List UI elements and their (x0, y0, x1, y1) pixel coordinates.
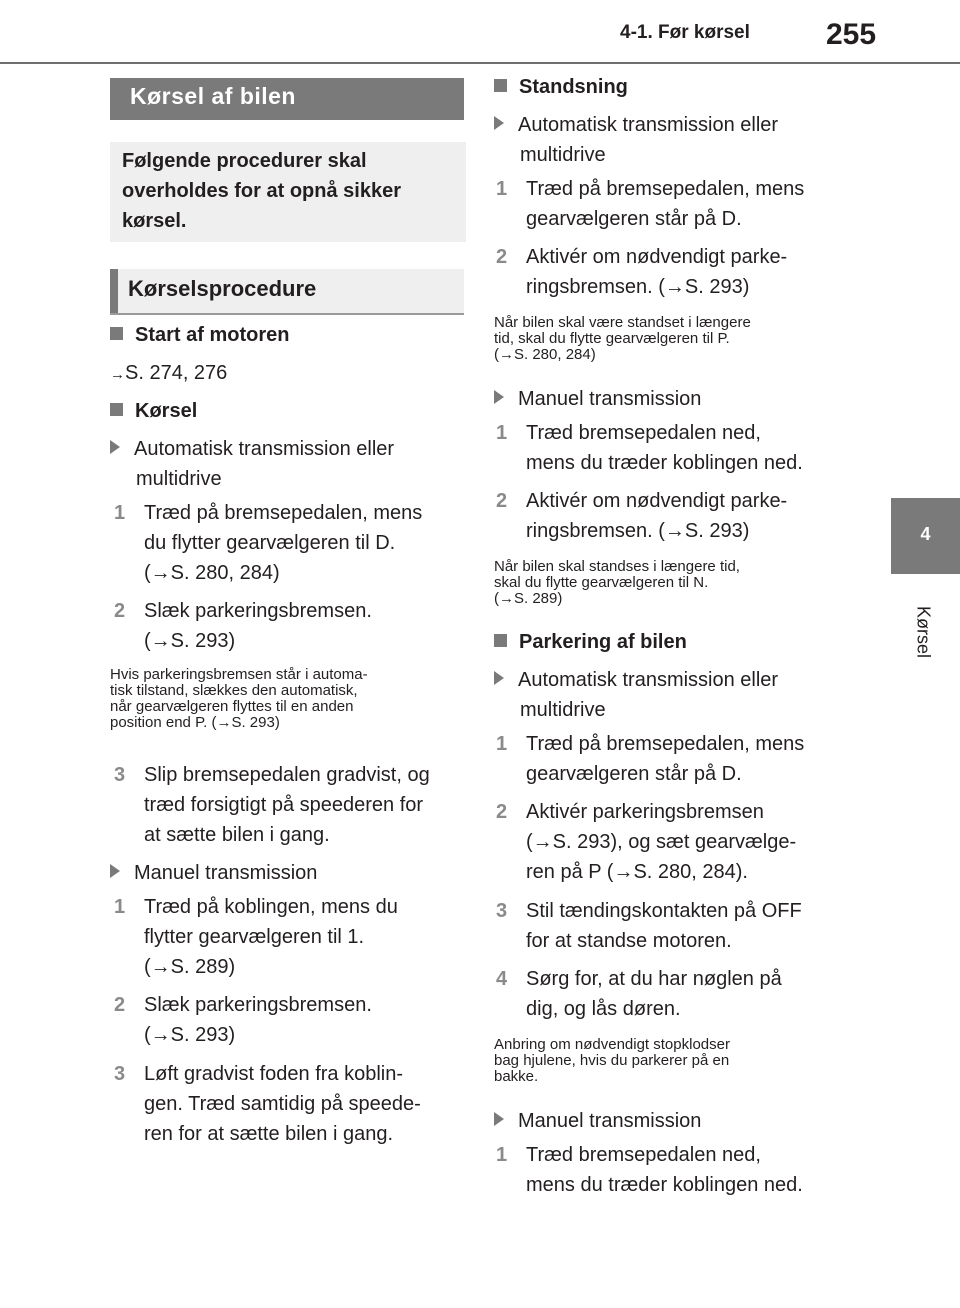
step-number: 1 (496, 1144, 508, 1166)
step-line: dig, og lås døren. (526, 998, 681, 1020)
stop-heading (494, 72, 628, 102)
auto-label (110, 434, 394, 494)
note-line: Når bilen skal være standset i længere (494, 314, 751, 331)
manual-label-text: Manuel transmission (134, 862, 318, 884)
step-line: Aktivér parkeringsbremsen (526, 801, 764, 823)
drive-heading (110, 396, 197, 426)
note-text (494, 1037, 844, 1085)
step-line: Træd på bremsepedalen, mens (526, 178, 805, 200)
note-line: når gearvælgeren flyttes til en anden (110, 698, 354, 715)
step-line: flytter gearvælgeren til 1. (144, 926, 365, 948)
auto-label-line: Automatisk transmission eller (134, 438, 395, 460)
step-line: Træd på bremsepedalen, mens (526, 733, 805, 755)
square-bullet-icon (494, 634, 507, 647)
stop-manual-label-text: Manuel transmission (518, 388, 702, 410)
step-number: 2 (496, 801, 508, 823)
square-bullet-icon (110, 327, 123, 340)
triangle-bullet-icon (494, 671, 504, 685)
step-number: 2 (114, 994, 126, 1016)
chapter-label-text: Kørsel (913, 605, 934, 659)
step-line: mens du træder koblingen ned. (526, 1174, 803, 1196)
start-ref (110, 358, 227, 390)
chapter-label (908, 592, 938, 672)
step-line: at sætte bilen i gang. (144, 824, 330, 846)
arrow-icon: → (110, 366, 125, 383)
intro-text (122, 146, 452, 236)
stop-auto-label-line: Automatisk transmission eller (518, 114, 779, 136)
step-line: Aktivér om nødvendigt parke- (526, 490, 788, 512)
step-number: 2 (496, 246, 508, 268)
step-number: 1 (496, 733, 508, 755)
stop-auto-label (494, 110, 778, 170)
note-line: bag hjulene, hvis du parkerer på en (494, 1052, 730, 1069)
step-line: Træd på bremsepedalen, mens (144, 502, 423, 524)
triangle-bullet-icon (494, 116, 504, 130)
park-heading (494, 627, 687, 657)
triangle-bullet-icon (494, 1112, 504, 1126)
step-line: Stil tændingskontakten på OFF (526, 900, 802, 922)
step-line: (→S. 293), og sæt gearvælge- (526, 831, 797, 853)
square-bullet-icon (494, 79, 507, 92)
note-text (110, 667, 466, 731)
note-line: tisk tilstand, slækkes den automatisk, (110, 682, 358, 699)
step-line: mens du træder koblingen ned. (526, 452, 803, 474)
step-line: ringsbremsen. (→S. 293) (526, 520, 750, 542)
step-line: gen. Træd samtidig på speede- (144, 1093, 421, 1115)
note-line: skal du flytte gearvælgeren til N. (494, 574, 709, 591)
step-line: Slip bremsepedalen gradvist, og (144, 764, 430, 786)
step-line: (→S. 280, 284) (144, 562, 280, 584)
header-rule (0, 62, 960, 64)
subheading-bar (110, 269, 464, 315)
step-line: (→S. 293) (144, 1024, 236, 1046)
step-number: 1 (496, 422, 508, 444)
stop-auto-label-line: multidrive (520, 144, 606, 166)
park-manual-label (494, 1106, 701, 1136)
intro-line: overholdes for at opnå sikker (122, 180, 401, 202)
step-line: Træd på koblingen, mens du (144, 896, 398, 918)
intro-box (110, 142, 466, 242)
step-number: 1 (496, 178, 508, 200)
step-line: (→S. 293) (144, 630, 236, 652)
step-line: du flytter gearvælgeren til D. (144, 532, 396, 554)
step-number: 2 (114, 600, 126, 622)
note-line: (→S. 289) (494, 590, 563, 607)
step-number: 2 (496, 490, 508, 512)
step-line: Slæk parkeringsbremsen. (144, 600, 372, 622)
square-bullet-icon (110, 403, 123, 416)
triangle-bullet-icon (494, 390, 504, 404)
step-line: Slæk parkeringsbremsen. (144, 994, 372, 1016)
start-ref-text: S. 274, 276 (125, 362, 228, 384)
section-heading: Kørsel af bilen (130, 83, 296, 109)
subheading-accent (110, 269, 118, 313)
stop-manual-label (494, 384, 701, 414)
note-text (494, 315, 844, 363)
step-line: ringsbremsen. (→S. 293) (526, 276, 750, 298)
step-number: 1 (114, 896, 126, 918)
note-line: Når bilen skal standses i længere tid, (494, 558, 740, 575)
step-line: træd forsigtigt på speederen for (144, 794, 424, 816)
park-auto-label (494, 665, 778, 725)
step-line: Aktivér om nødvendigt parke- (526, 246, 788, 268)
note-line: tid, skal du flytte gearvælgeren til P. (494, 330, 730, 347)
chapter-number: 4 (920, 524, 931, 544)
step-number: 3 (114, 1063, 126, 1085)
subheading: Kørselsprocedure (128, 276, 317, 301)
page-number: 255 (826, 18, 877, 51)
park-auto-label-line: Automatisk transmission eller (518, 669, 779, 691)
step-line: Træd bremsepedalen ned, (526, 422, 761, 444)
note-text (494, 559, 844, 607)
page-header (0, 0, 960, 64)
note-line: bakke. (494, 1068, 539, 1085)
step-line: Løft gradvist foden fra koblin- (144, 1063, 404, 1085)
step-number: 4 (496, 968, 508, 990)
note-line: position end P. (→S. 293) (110, 714, 280, 731)
step-line: ren for at sætte bilen i gang. (144, 1123, 394, 1145)
note-line: Hvis parkeringsbremsen står i automa- (110, 666, 368, 683)
park-heading-text: Parkering af bilen (519, 631, 687, 653)
step-number: 1 (114, 502, 126, 524)
auto-label-line: multidrive (136, 468, 222, 490)
triangle-bullet-icon (110, 440, 120, 454)
start-heading (110, 320, 289, 350)
intro-line: Følgende procedurer skal (122, 150, 367, 172)
step-number: 3 (114, 764, 126, 786)
stop-heading-text: Standsning (519, 76, 628, 98)
step-line: Træd bremsepedalen ned, (526, 1144, 761, 1166)
step-line: (→S. 289) (144, 956, 236, 978)
section-title: 4-1. Før kørsel (620, 22, 750, 43)
step-line: Sørg for, at du har nøglen på (526, 968, 782, 990)
step-number: 3 (496, 900, 508, 922)
drive-heading-text: Kørsel (135, 400, 198, 422)
start-heading-text: Start af motoren (135, 324, 290, 346)
note-line: (→S. 280, 284) (494, 346, 596, 363)
step-line: gearvælgeren står på D. (526, 763, 742, 785)
step-line: gearvælgeren står på D. (526, 208, 742, 230)
intro-line: kørsel. (122, 210, 187, 232)
manual-label (110, 858, 317, 888)
park-auto-label-line: multidrive (520, 699, 606, 721)
triangle-bullet-icon (110, 864, 120, 878)
chapter-tab (891, 498, 960, 574)
section-heading-bar (110, 78, 464, 120)
step-line: for at standse motoren. (526, 930, 732, 952)
park-manual-label-text: Manuel transmission (518, 1110, 702, 1132)
step-line: ren på P (→S. 280, 284). (526, 861, 748, 883)
note-line: Anbring om nødvendigt stopklodser (494, 1036, 730, 1053)
